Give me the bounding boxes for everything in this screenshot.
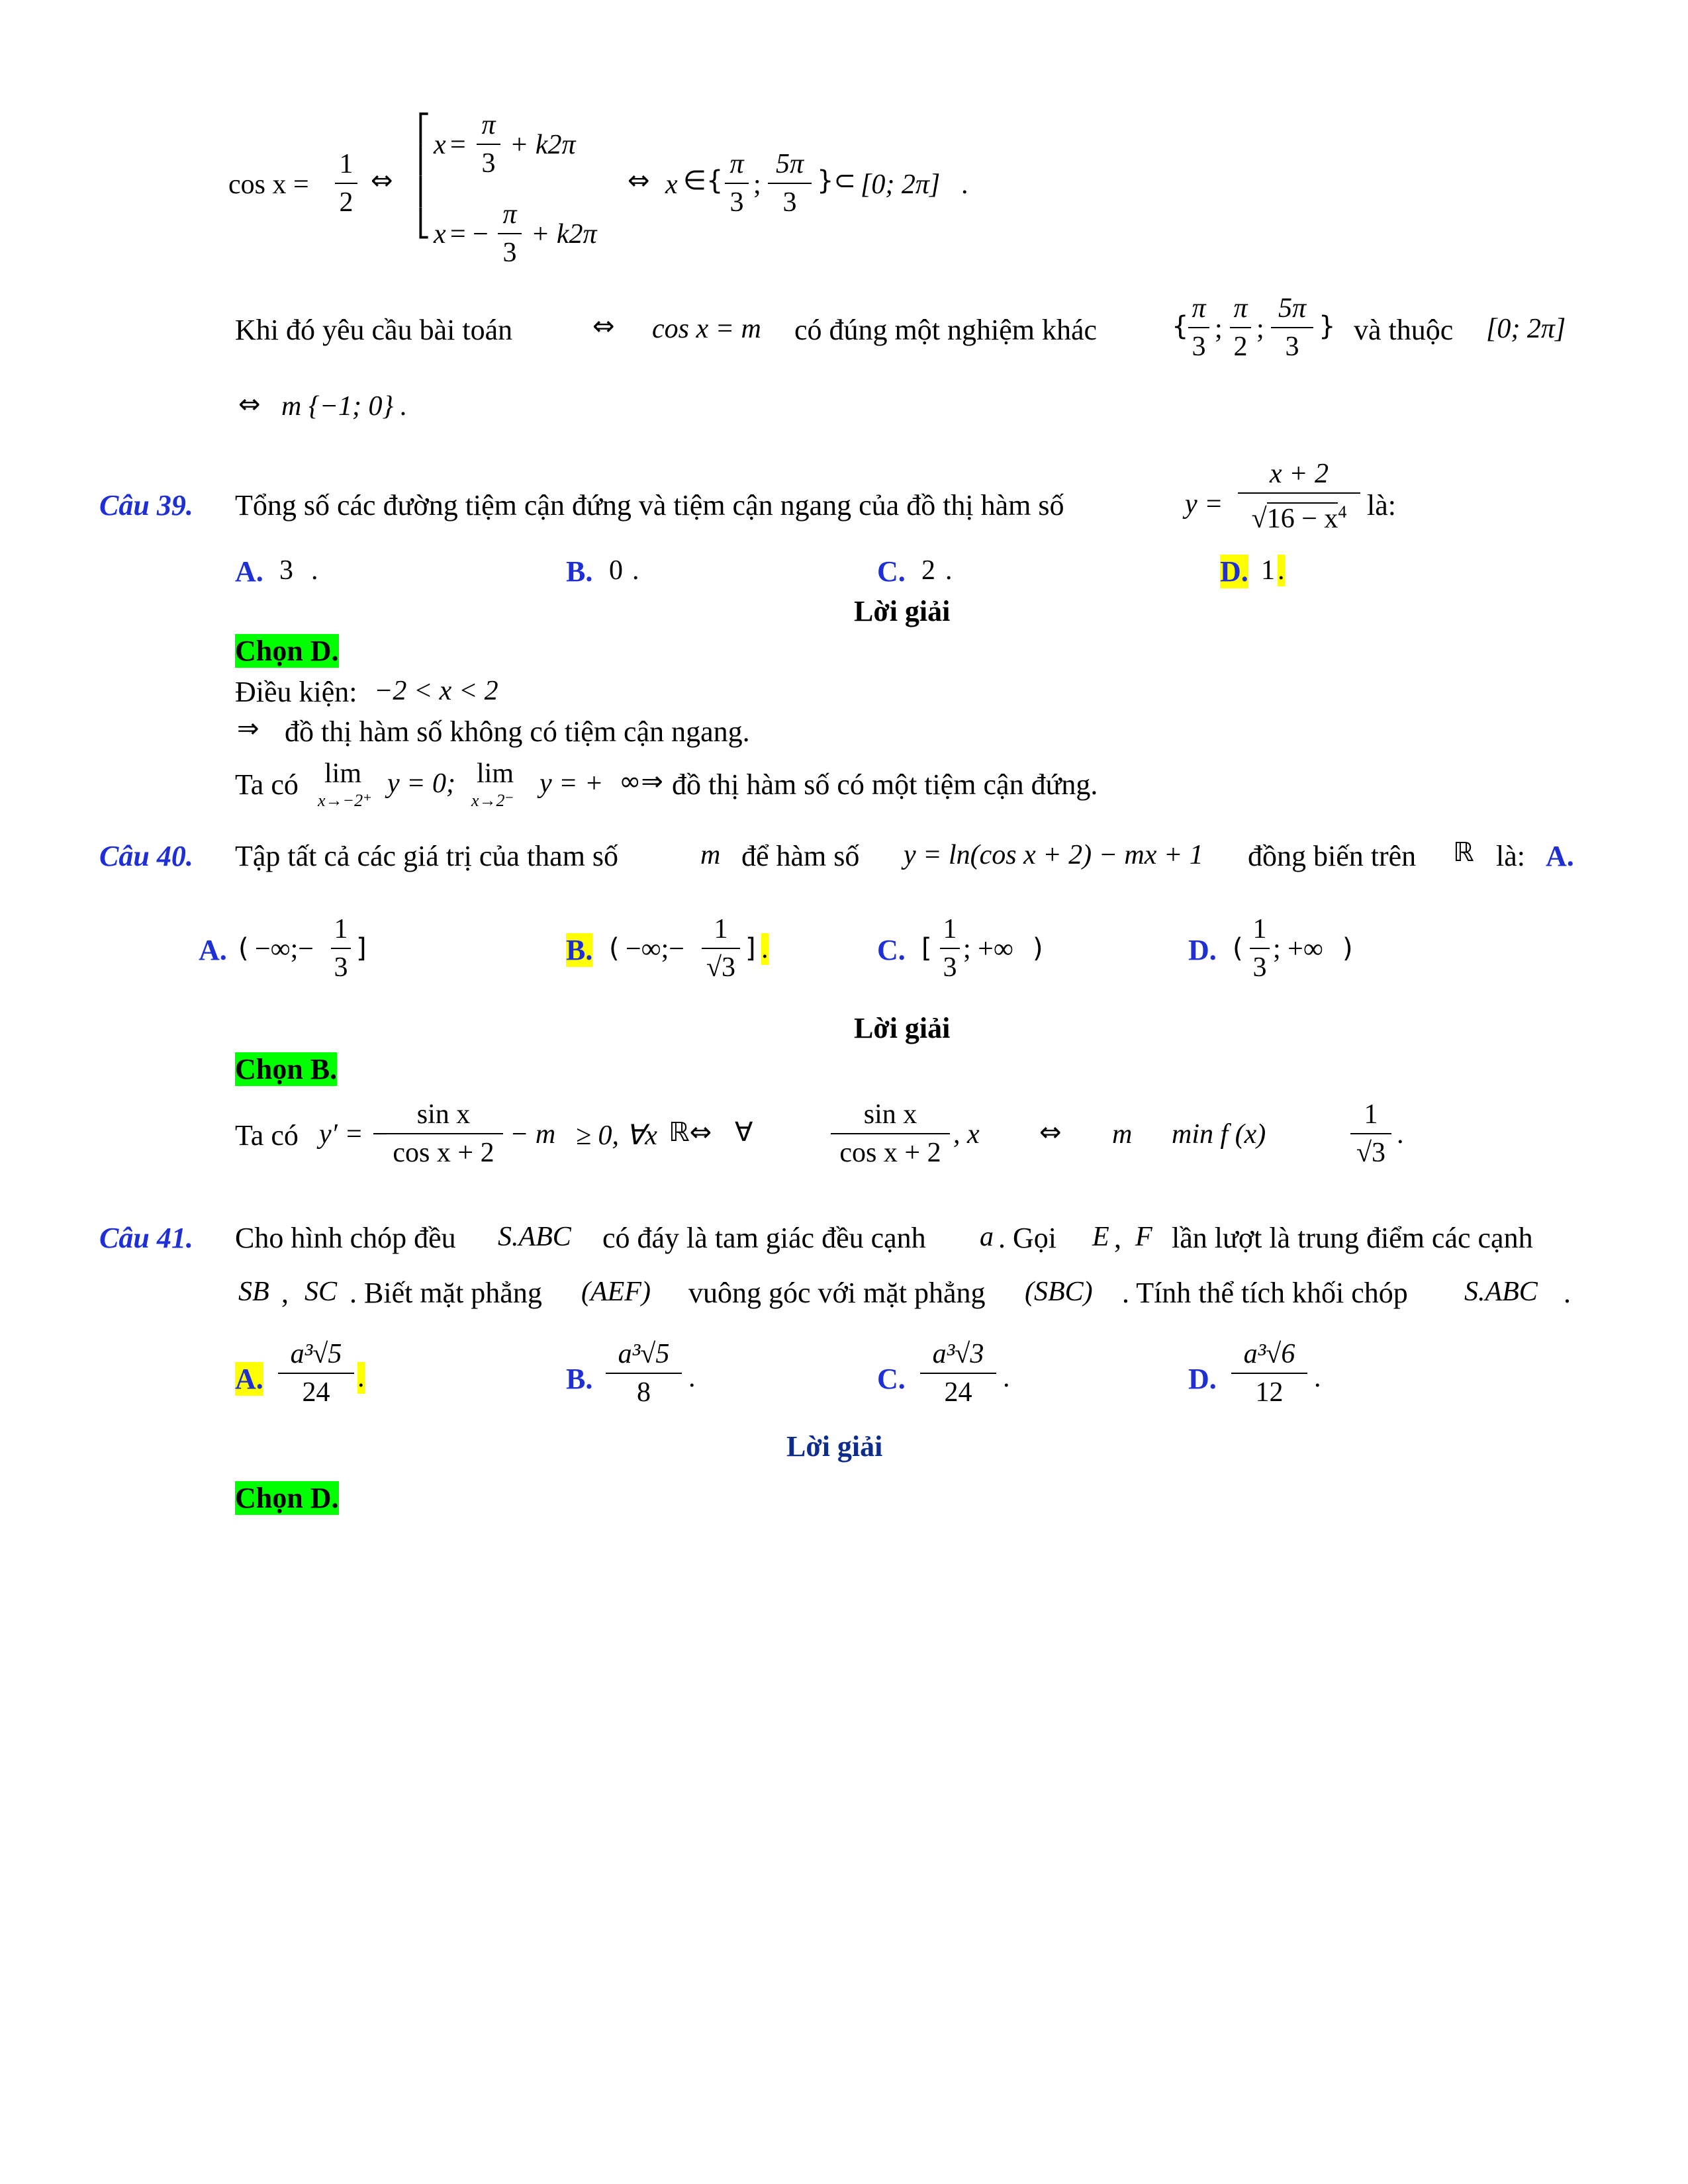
option-c-post: ; +∞ [963, 934, 1013, 964]
option-d-letter[interactable]: D. [1188, 934, 1217, 966]
option-c-letter[interactable]: C. [877, 934, 906, 966]
cos-eq-lhs: cos x = [228, 169, 309, 200]
sep: ; [1256, 314, 1264, 344]
implies-icon: ⇔ [238, 389, 261, 420]
option-c-value: 2 [921, 555, 935, 586]
lim-1-sub: x→−2⁺ [318, 791, 372, 810]
case2-tail: + k2π [531, 219, 597, 250]
radicand: 16 − x [1266, 504, 1338, 534]
excl-frac-1: π 3 [1188, 291, 1209, 364]
point-f: F [1135, 1222, 1152, 1252]
bracket-icon: ] [356, 933, 367, 964]
chosen-answer: Chọn B. [235, 1053, 338, 1085]
func-fraction: x + 2 $√16 - x^4$ [1238, 457, 1360, 536]
case2-fraction: π 3 [498, 197, 522, 270]
excl-frac-2: π 2 [1230, 291, 1251, 364]
option-c-letter[interactable]: C. [877, 555, 906, 588]
set-brace-icon: } [1319, 311, 1336, 341]
param-m: m [700, 840, 721, 870]
line1-text-d: lần lượt là trung điểm các cạnh [1172, 1222, 1533, 1254]
question-label: Câu 39. [99, 489, 193, 522]
bracket-icon: ] [745, 933, 756, 964]
solution-title: Lời giải [854, 1012, 951, 1044]
excl-frac-3: 5π 3 [1271, 291, 1313, 364]
question-label: Câu 40. [99, 840, 193, 872]
case2-x: x [434, 219, 446, 250]
forall-icon: ∀ [735, 1117, 753, 1148]
option-a-letter[interactable]: A. [235, 555, 263, 588]
chosen-answer: Chọn D. [235, 1482, 339, 1514]
plane-aef: (AEF) [581, 1277, 651, 1307]
option-c-suffix: . [945, 555, 953, 586]
option-d-letter[interactable]: D. [1188, 1363, 1217, 1395]
option-d-fraction: a³√6 12 [1231, 1337, 1307, 1410]
side-a: a [980, 1222, 994, 1252]
option-d-value: 1 [1261, 555, 1275, 586]
pyramid-name: S.ABC [498, 1222, 571, 1252]
option-b-period: . [761, 934, 769, 964]
line2-text-a: . Biết mặt phẳng [350, 1277, 542, 1309]
function: y = ln(cos x + 2) − mx + 1 [904, 840, 1203, 870]
infinity-implies-icon: ∞⇒ [619, 766, 663, 797]
ge-zero: ≥ 0, ∀x [576, 1120, 657, 1151]
line2-text-c: và thuộc [1354, 314, 1454, 346]
option-b-period: . [688, 1363, 696, 1393]
result-x: x [665, 169, 678, 200]
condition-label: Điều kiện: [235, 676, 357, 708]
option-a-pre: −∞;− [255, 934, 314, 964]
option-a-letter[interactable]: A. [199, 934, 227, 966]
option-a-value: 3 [279, 555, 293, 586]
deriv-fraction: sin x cos x + 2 [384, 1097, 503, 1170]
chosen-answer: Chọn D. [235, 635, 339, 667]
line2-text-b: có đúng một nghiệm khác [794, 314, 1098, 346]
option-d-letter[interactable]: D. [1220, 555, 1248, 588]
option-b-letter[interactable]: B. [566, 555, 593, 588]
case2-eq: = − [450, 219, 489, 250]
implies-icon: ⇒ [237, 713, 259, 744]
option-d-suffix: . [1278, 555, 1285, 586]
result-fraction: 1 √3 [1350, 1097, 1391, 1170]
bracket-icon: ) [1033, 933, 1043, 964]
bracket-icon: ( [1233, 933, 1243, 964]
bracket-icon: ⎡ ⎢ ⎢ ⎣ [417, 113, 430, 239]
vertical-asymptote: đồ thị hàm số có một tiệm cận đứng. [672, 768, 1098, 801]
ta-co: Ta có [235, 1119, 299, 1152]
comma-x: , x [953, 1119, 980, 1150]
result-m: m {−1; 0} . [281, 391, 408, 422]
line1-text-c: . Gọi [998, 1222, 1056, 1254]
case1-fraction: π 3 [477, 108, 500, 181]
bracket-icon: ( [609, 933, 620, 964]
edge-sb: SB [238, 1277, 269, 1307]
question-text-d: là: [1496, 840, 1525, 872]
derivative-lhs: y′ = − [319, 1119, 389, 1150]
ta-co: Ta có [235, 768, 299, 801]
real-set-icon: ℝ [1453, 837, 1474, 868]
case1-tail: + k2π [510, 130, 576, 160]
option-a-fraction: a³√5 24 [278, 1337, 354, 1410]
question-text-c: đồng biến trên [1248, 840, 1417, 872]
interval: [0; 2π] [861, 169, 941, 200]
m-var: m [1112, 1119, 1133, 1150]
option-a-inline-letter[interactable]: A. [1546, 840, 1574, 872]
line2-text-a: Khi đó yêu cầu bài toán [235, 314, 513, 346]
point-e: E [1092, 1222, 1109, 1252]
period: . [1564, 1277, 1571, 1309]
line1-text-b: có đáy là tam giác đều cạnh [602, 1222, 926, 1254]
rhs-fraction: sin x cos x + 2 [831, 1097, 950, 1170]
func-lhs: y = [1185, 489, 1223, 520]
option-a-suffix: . [311, 555, 318, 586]
option-b-letter[interactable]: B. [566, 934, 593, 966]
lim-1-value: y = 0; [387, 768, 455, 799]
lim-2-value: y = + [539, 768, 604, 799]
option-d-post: ; +∞ [1273, 934, 1323, 964]
option-c-fraction: a³√3 24 [920, 1337, 996, 1410]
cos-eq-m: cos x = m [652, 314, 761, 344]
implies-icon: ⇔ [592, 311, 615, 341]
fraction-half: 1 2 [335, 147, 357, 220]
bracket-icon: ( [238, 933, 249, 964]
option-a-period: . [357, 1363, 365, 1393]
period: . [1397, 1119, 1404, 1150]
option-c-fraction: 1 3 [940, 912, 960, 985]
option-d-period: . [1314, 1363, 1321, 1393]
option-b-pre: −∞;− [626, 934, 684, 964]
result-frac-2: 5π 3 [768, 147, 812, 220]
min-f: min f (x) [1172, 1119, 1266, 1150]
option-b-value: 0 [609, 555, 623, 586]
comma: , [281, 1277, 289, 1309]
implies-icon: ⇔ [371, 165, 393, 196]
option-b-suffix: . [632, 555, 639, 586]
result-frac-1: π 3 [725, 147, 749, 220]
line2-text-c: . Tính thể tích khối chóp [1122, 1277, 1408, 1309]
pyramid-name: S.ABC [1464, 1277, 1538, 1307]
option-b-fraction: a³√5 8 [606, 1337, 682, 1410]
option-b-fraction: 1 √3 [702, 912, 740, 985]
condition-math: −2 < x < 2 [374, 676, 498, 706]
set-brace-icon: ∈{ [683, 165, 724, 196]
exponent: 4 [1338, 502, 1347, 522]
option-a-fraction: 1 3 [331, 912, 351, 985]
option-d-fraction: 1 3 [1250, 912, 1270, 985]
solution-title: Lời giải [786, 1430, 883, 1463]
option-c-letter[interactable]: C. [877, 1363, 906, 1395]
question-text: Tổng số các đường tiệm cận đứng và tiệm cận ngang của đồ thị hàm số [235, 489, 1064, 522]
result-sep: ; [753, 169, 761, 200]
line2-text-b: vuông góc với mặt phẳng [688, 1277, 986, 1309]
option-a-letter[interactable]: A. [235, 1363, 263, 1395]
period: . [961, 169, 968, 200]
solution-title: Lời giải [854, 595, 951, 627]
bracket-icon: [ [921, 933, 932, 964]
comma: , [1114, 1222, 1121, 1254]
option-c-period: . [1003, 1363, 1010, 1393]
edge-sc: SC [305, 1277, 338, 1307]
set-brace-icon: { [1172, 311, 1189, 341]
subset-icon: }⊂ [817, 165, 856, 196]
implies-icon: ⇔ [1039, 1117, 1062, 1148]
minus-m: − m [510, 1119, 556, 1150]
question-text-b: để hàm số [741, 840, 860, 872]
question-tail: là: [1367, 489, 1396, 522]
no-horizontal-asymptote: đồ thị hàm số không có tiệm cận ngang. [285, 715, 750, 748]
question-label: Câu 41. [99, 1222, 193, 1254]
plane-sbc: (SBC) [1025, 1277, 1093, 1307]
case1-eq: = [450, 130, 466, 160]
lim-2-sub: x→2⁻ [471, 791, 514, 810]
lim-2: lim [477, 758, 514, 789]
implies-icon: ⇔ [628, 165, 650, 196]
sep: ; [1215, 314, 1223, 344]
case1-x: x [434, 130, 446, 160]
option-b-letter[interactable]: B. [566, 1363, 593, 1395]
line1-text-a: Cho hình chóp đều [235, 1222, 456, 1254]
question-text-a: Tập tất cả các giá trị của tham số [235, 840, 619, 872]
interval: [0; 2π] [1486, 314, 1566, 344]
lim-1: lim [324, 758, 362, 789]
implies-icon: ℝ⇔ [669, 1117, 712, 1148]
bracket-icon: ) [1342, 933, 1353, 964]
